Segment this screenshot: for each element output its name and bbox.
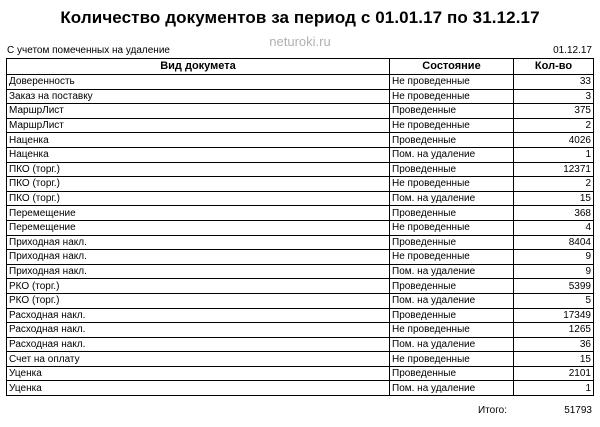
count-cell: 2101 (514, 366, 594, 381)
table-row (7, 264, 594, 279)
column-header-doc-type: Вид докумета (7, 59, 390, 75)
status-cell: Проведенные (390, 162, 514, 177)
count-cell: 17349 (514, 308, 594, 323)
count-cell: 9 (514, 264, 594, 279)
doc-type-cell: Приходная накл. (7, 235, 390, 250)
report-subtitle: С учетом помеченных на удаление (7, 45, 170, 56)
status-cell: Не проведенные (390, 220, 514, 235)
status-cell: Пом. на удаление (390, 264, 514, 279)
total-value: 51793 (564, 405, 592, 416)
count-cell: 8404 (514, 235, 594, 250)
total-label: Итого: (478, 405, 507, 416)
report-title: Количество документов за период с 01.01.17 по 31.12.17 (60, 8, 540, 27)
count-cell: 1 (514, 147, 594, 162)
count-cell: 9 (514, 250, 594, 265)
table-row (7, 352, 594, 367)
doc-type-cell: Наценка (7, 147, 390, 162)
count-cell: 36 (514, 337, 594, 352)
status-cell: Проведенные (390, 104, 514, 119)
table-row (7, 162, 594, 177)
doc-type-cell: МаршрЛист (7, 104, 390, 119)
doc-type-cell: Приходная накл. (7, 250, 390, 265)
table-row (7, 381, 594, 396)
count-cell: 15 (514, 352, 594, 367)
doc-type-cell: Уценка (7, 381, 390, 396)
count-cell: 5399 (514, 279, 594, 294)
count-cell: 368 (514, 206, 594, 221)
table-row (7, 308, 594, 323)
status-cell: Пом. на удаление (390, 293, 514, 308)
table-row (7, 220, 594, 235)
count-cell: 1265 (514, 323, 594, 338)
table-row (7, 279, 594, 294)
status-cell: Проведенные (390, 366, 514, 381)
doc-type-cell: Заказ на поставку (7, 89, 390, 104)
table-row (7, 147, 594, 162)
status-cell: Проведенные (390, 206, 514, 221)
count-cell: 2 (514, 177, 594, 192)
doc-type-cell: Уценка (7, 366, 390, 381)
status-cell: Пом. на удаление (390, 191, 514, 206)
table-row (7, 177, 594, 192)
count-cell: 3 (514, 89, 594, 104)
table-row (7, 133, 594, 148)
doc-type-cell: Наценка (7, 133, 390, 148)
status-cell: Не проведенные (390, 118, 514, 133)
column-header-status: Состояние (390, 59, 514, 75)
status-cell: Не проведенные (390, 89, 514, 104)
table-row (7, 323, 594, 338)
documents-table (6, 58, 594, 396)
table-row (7, 366, 594, 381)
doc-type-cell: Перемещение (7, 206, 390, 221)
doc-type-cell: Приходная накл. (7, 264, 390, 279)
table-row (7, 235, 594, 250)
status-cell: Не проведенные (390, 352, 514, 367)
table-header-row (7, 59, 594, 75)
status-cell: Не проведенные (390, 177, 514, 192)
report-date: 01.12.17 (553, 45, 592, 56)
table-row (7, 250, 594, 265)
table-row (7, 337, 594, 352)
status-cell: Проведенные (390, 235, 514, 250)
status-cell: Не проведенные (390, 250, 514, 265)
status-cell: Пом. на удаление (390, 147, 514, 162)
doc-type-cell: Расходная накл. (7, 308, 390, 323)
count-cell: 375 (514, 104, 594, 119)
doc-type-cell: РКО (торг.) (7, 293, 390, 308)
table-row (7, 191, 594, 206)
doc-type-cell: ПКО (торг.) (7, 162, 390, 177)
status-cell: Пом. на удаление (390, 337, 514, 352)
status-cell: Пом. на удаление (390, 381, 514, 396)
doc-type-cell: Доверенность (7, 75, 390, 90)
count-cell: 4026 (514, 133, 594, 148)
doc-type-cell: РКО (торг.) (7, 279, 390, 294)
doc-type-cell: Перемещение (7, 220, 390, 235)
count-cell: 12371 (514, 162, 594, 177)
count-cell: 33 (514, 75, 594, 90)
status-cell: Проведенные (390, 308, 514, 323)
table-row (7, 75, 594, 90)
table-row (7, 104, 594, 119)
count-cell: 15 (514, 191, 594, 206)
doc-type-cell: Расходная накл. (7, 323, 390, 338)
table-row (7, 89, 594, 104)
status-cell: Не проведенные (390, 75, 514, 90)
doc-type-cell: ПКО (торг.) (7, 177, 390, 192)
count-cell: 1 (514, 381, 594, 396)
table-row (7, 293, 594, 308)
doc-type-cell: ПКО (торг.) (7, 191, 390, 206)
doc-type-cell: Счет на оплату (7, 352, 390, 367)
doc-type-cell: Расходная накл. (7, 337, 390, 352)
table-row (7, 206, 594, 221)
count-cell: 5 (514, 293, 594, 308)
column-header-count: Кол-во (514, 59, 594, 75)
watermark: neturoki.ru (269, 34, 331, 49)
table-row (7, 118, 594, 133)
count-cell: 4 (514, 220, 594, 235)
count-cell: 2 (514, 118, 594, 133)
status-cell: Проведенные (390, 133, 514, 148)
doc-type-cell: МаршрЛист (7, 118, 390, 133)
status-cell: Не проведенные (390, 323, 514, 338)
status-cell: Проведенные (390, 279, 514, 294)
